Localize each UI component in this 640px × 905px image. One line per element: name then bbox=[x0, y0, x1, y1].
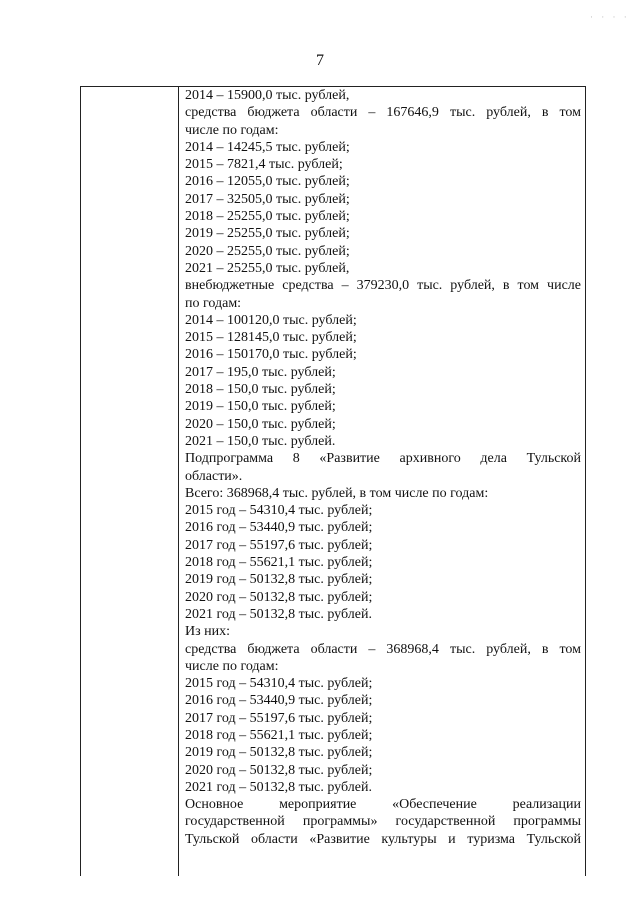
text-line: 2020 – 25255,0 тыс. рублей; bbox=[185, 243, 350, 259]
text-line: средства бюджета области – 167646,9 тыс. рублей, в том bbox=[185, 105, 581, 121]
text-line: 2021 – 150,0 тыс. рублей. bbox=[185, 433, 336, 449]
text-line: 2021 год – 50132,8 тыс. рублей. bbox=[185, 779, 372, 795]
text-line: 2020 год – 50132,8 тыс. рублей; bbox=[185, 589, 373, 605]
text-line: Основное мероприятие «Обеспечение реализации bbox=[185, 797, 581, 813]
text-line: 2019 – 25255,0 тыс. рублей; bbox=[185, 226, 350, 242]
text-line: области». bbox=[185, 468, 243, 484]
text-line: 2021 год – 50132,8 тыс. рублей. bbox=[185, 606, 372, 622]
text-line: Подпрограмма 8 «Развитие архивного дела Тульской bbox=[185, 451, 581, 467]
text-line: 2019 год – 50132,8 тыс. рублей; bbox=[185, 745, 373, 761]
text-line: 2015 – 128145,0 тыс. рублей; bbox=[185, 330, 357, 346]
table-right-column bbox=[185, 87, 581, 848]
text-line: 2017 – 195,0 тыс. рублей; bbox=[185, 364, 336, 380]
text-line: 2016 год – 53440,9 тыс. рублей; bbox=[185, 693, 373, 709]
text-line: 2018 – 25255,0 тыс. рублей; bbox=[185, 209, 350, 225]
text-line: 2017 год – 55197,6 тыс. рублей; bbox=[185, 710, 373, 726]
text-line: 2020 – 150,0 тыс. рублей; bbox=[185, 416, 336, 432]
text-line: Из них: bbox=[185, 624, 231, 640]
text-line: государственной программы» государственной программы bbox=[185, 814, 581, 830]
text-line: 2017 – 32505,0 тыс. рублей; bbox=[185, 191, 350, 207]
text-line: числе по годам: bbox=[185, 658, 279, 674]
text-line: 2016 – 150170,0 тыс. рублей; bbox=[185, 347, 357, 363]
text-line: Всего: 368968,4 тыс. рублей, в том числе по годам: bbox=[185, 485, 489, 501]
text-line: числе по годам: bbox=[185, 122, 279, 138]
text-line: 2014 – 100120,0 тыс. рублей; bbox=[185, 312, 357, 328]
page-number: 7 bbox=[316, 52, 324, 69]
text-line: 2014 – 14245,5 тыс. рублей; bbox=[185, 139, 350, 155]
text-line: 2015 год – 54310,4 тыс. рублей; bbox=[185, 503, 373, 519]
text-line: внебюджетные средства – 379230,0 тыс. рублей, в том числе bbox=[185, 278, 581, 294]
text-line: средства бюджета области – 368968,4 тыс. рублей, в том bbox=[185, 641, 581, 657]
text-line: 2019 год – 50132,8 тыс. рублей; bbox=[185, 572, 373, 588]
text-line: 2018 – 150,0 тыс. рублей; bbox=[185, 382, 336, 398]
text-line: 2015 – 7821,4 тыс. рублей; bbox=[185, 157, 343, 173]
text-line: 2014 – 15900,0 тыс. рублей, bbox=[185, 88, 350, 103]
text-line: 2018 год – 55621,1 тыс. рублей; bbox=[185, 555, 373, 571]
text-line: 2018 год – 55621,1 тыс. рублей; bbox=[185, 727, 373, 743]
text-line: 2016 – 12055,0 тыс. рублей; bbox=[185, 174, 350, 190]
text-line: 2020 год – 50132,8 тыс. рублей; bbox=[185, 762, 373, 778]
document-table bbox=[80, 86, 586, 876]
text-line: 2019 – 150,0 тыс. рублей; bbox=[185, 399, 336, 415]
text-line: Тульской области «Развитие культуры и туризма Тульской bbox=[185, 831, 581, 847]
text-line: 2015 год – 54310,4 тыс. рублей; bbox=[185, 676, 373, 692]
scan-artifact: · · · · bbox=[590, 12, 630, 22]
text-line: по годам: bbox=[185, 295, 242, 311]
text-line: 2016 год – 53440,9 тыс. рублей; bbox=[185, 520, 373, 536]
text-line: 2021 – 25255,0 тыс. рублей, bbox=[185, 260, 350, 276]
table-left-column bbox=[81, 87, 179, 876]
text-line: 2017 год – 55197,6 тыс. рублей; bbox=[185, 537, 373, 553]
